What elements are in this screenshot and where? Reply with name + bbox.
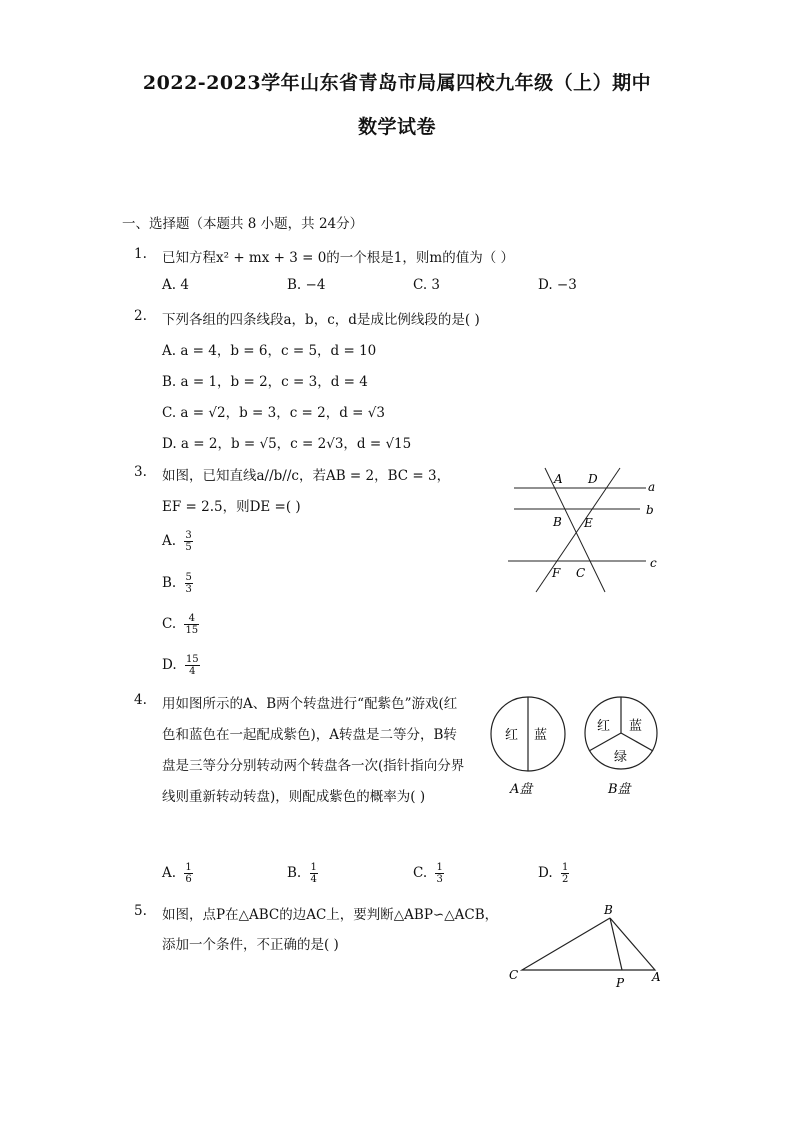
sector-red: 红: [597, 719, 611, 734]
spinner-b-caption: B盘: [608, 782, 631, 797]
fraction: $\frac{1}{2}$: [561, 862, 569, 885]
label-point-d: D: [588, 472, 598, 486]
option-b: B. a = 1，b = 2，c = 3，d = 4: [162, 374, 368, 390]
option-d: D. $\frac{15}{4}$: [162, 654, 199, 677]
question-text-line1: 如图，点P在△ABC的边AC上，要判断△ABP∽△ACB，: [162, 907, 499, 923]
page-subtitle: 数学试卷: [357, 116, 436, 138]
fraction: $\frac{15}{4}$: [185, 654, 199, 677]
question-number: 2.: [134, 308, 147, 324]
sector-red: 红: [505, 728, 519, 743]
question-number: 5.: [134, 903, 147, 919]
question-text-line3: 盘是三等分分别转动两个转盘各一次(指针指向分界: [162, 758, 465, 774]
label-point-b: B: [604, 903, 613, 917]
label-point-c: C: [509, 968, 519, 982]
label-point-e: E: [584, 516, 593, 530]
sector-blue: 蓝: [534, 728, 548, 743]
question-text-line2: EF = 2.5，则DE =( ): [162, 499, 301, 515]
label-line-b: b: [646, 503, 654, 517]
option-c: C. $\frac{1}{3}$: [413, 862, 443, 885]
fraction: $\frac{1}{6}$: [185, 862, 192, 885]
fraction: $\frac{4}{15}$: [185, 613, 199, 636]
option-d: D. a = 2，b = √5，c = 2√3，d = √15: [162, 436, 412, 452]
question-text-line2: 添加一个条件，不正确的是( ): [162, 937, 339, 953]
page-title: 2022-2023学年山东省青岛市局属四校九年级（上）期中: [142, 72, 652, 94]
option-c: C. a = √2，b = 3，c = 2，d = √3: [162, 405, 385, 421]
fraction: $\frac{1}{3}$: [436, 862, 443, 885]
option-c: C. 3: [413, 277, 441, 293]
option-c: C. $\frac{4}{15}$: [162, 613, 199, 636]
option-b: B. $\frac{5}{3}$: [162, 572, 192, 595]
question-text-line1: 用如图所示的A、B两个转盘进行“配紫色”游戏(红: [162, 696, 458, 712]
spinner-b: [585, 697, 657, 769]
option-b: B. $\frac{1}{4}$: [287, 862, 317, 885]
question-number: 1.: [134, 246, 147, 262]
label-line-c: c: [650, 556, 657, 570]
question-text-line2: 色和蓝色在一起配成紫色)，A转盘是二等分，B转: [162, 727, 457, 743]
label-point-b: B: [553, 515, 562, 529]
label-point-a: A: [652, 970, 661, 984]
option-d: D. −3: [538, 277, 577, 293]
option-b: B. −4: [287, 277, 326, 293]
label-point-f: F: [552, 566, 561, 580]
label-point-c: C: [576, 566, 586, 580]
question-text-line1: 如图，已知直线a//b//c，若AB = 2，BC = 3，: [162, 468, 451, 484]
spinner-figure: [484, 690, 674, 802]
label-point-a: A: [554, 472, 563, 486]
fraction: $\frac{5}{3}$: [185, 572, 192, 595]
spinner-a-caption: A盘: [510, 782, 533, 797]
option-a: A. a = 4，b = 6，c = 5，d = 10: [162, 343, 377, 359]
sector-green: 绿: [614, 750, 628, 765]
label-point-p: P: [616, 976, 625, 990]
fraction: $\frac{3}{5}$: [185, 530, 192, 553]
triangle-figure: [500, 898, 675, 993]
option-a: A. $\frac{3}{5}$: [162, 530, 192, 553]
question-number: 4.: [134, 692, 147, 708]
sector-blue: 蓝: [629, 719, 643, 734]
option-a: A. $\frac{1}{6}$: [162, 862, 192, 885]
question-number: 3.: [134, 464, 147, 480]
question-text: 下列各组的四条线段a，b，c，d是成比例线段的是( ): [162, 312, 480, 328]
section-heading: 一、选择题（本题共 8 小题，共 24分）: [122, 216, 364, 232]
label-line-a: a: [648, 480, 656, 494]
spinner-a: [491, 697, 565, 771]
fraction: $\frac{1}{4}$: [310, 862, 317, 885]
option-d: D. $\frac{1}{2}$: [538, 862, 569, 885]
parallel-lines-figure: [500, 462, 670, 602]
option-a: A. 4: [162, 277, 189, 293]
question-text: 已知方程x² + mx + 3 = 0的一个根是1，则m的值为（ ）: [162, 250, 514, 266]
question-text-line4: 线则重新转动转盘)，则配成紫色的概率为( ): [162, 789, 426, 805]
